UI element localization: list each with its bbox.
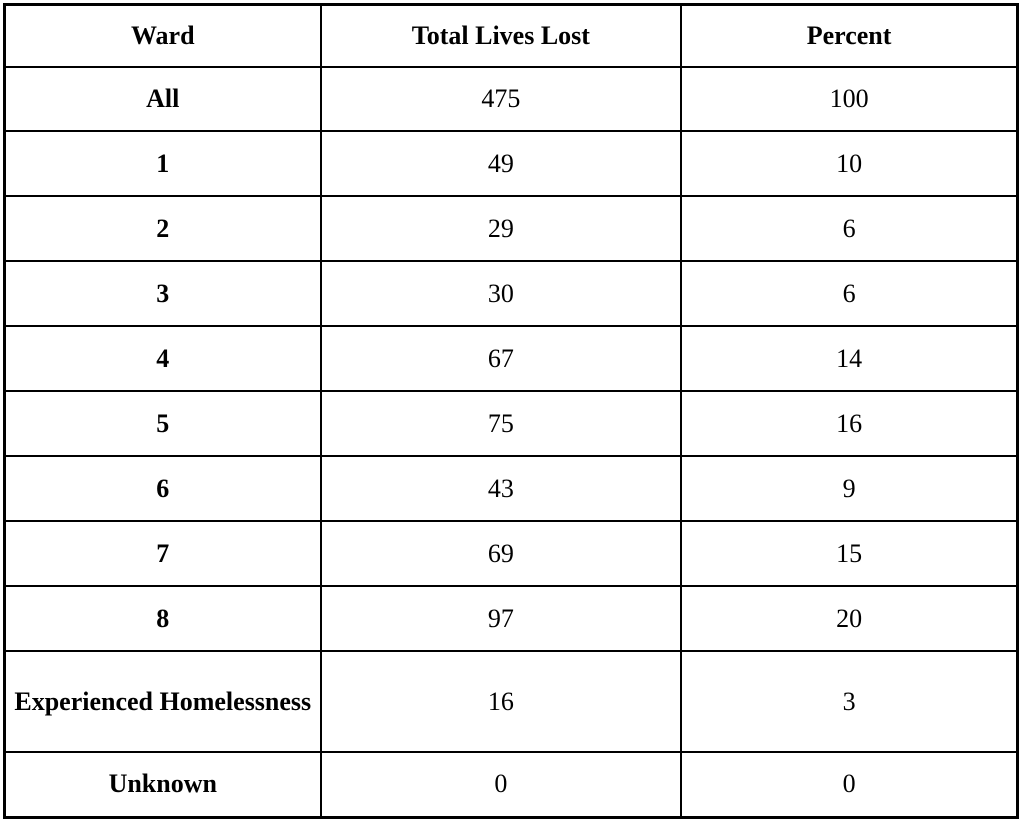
cell-percent: 9 bbox=[681, 456, 1017, 521]
table-row bbox=[5, 196, 1018, 261]
column-header-percent: Percent bbox=[681, 5, 1017, 67]
table-body bbox=[5, 67, 1018, 818]
cell-percent: 20 bbox=[681, 586, 1017, 651]
cell-ward: Experienced Homelessness bbox=[5, 651, 321, 752]
cell-ward: 2 bbox=[5, 196, 321, 261]
cell-ward: 3 bbox=[5, 261, 321, 326]
table-row bbox=[5, 391, 1018, 456]
table-row bbox=[5, 456, 1018, 521]
cell-ward: 5 bbox=[5, 391, 321, 456]
cell-percent: 14 bbox=[681, 326, 1017, 391]
cell-percent: 0 bbox=[681, 752, 1017, 817]
cell-total-lives-lost: 30 bbox=[321, 261, 682, 326]
cell-ward: 8 bbox=[5, 586, 321, 651]
cell-total-lives-lost: 475 bbox=[321, 67, 682, 132]
cell-percent: 100 bbox=[681, 67, 1017, 132]
cell-ward: 1 bbox=[5, 131, 321, 196]
cell-total-lives-lost: 67 bbox=[321, 326, 682, 391]
cell-ward: Unknown bbox=[5, 752, 321, 817]
table-row bbox=[5, 131, 1018, 196]
cell-total-lives-lost: 43 bbox=[321, 456, 682, 521]
cell-percent: 6 bbox=[681, 261, 1017, 326]
lives-lost-by-ward-table bbox=[3, 3, 1019, 819]
cell-ward: 7 bbox=[5, 521, 321, 586]
table-row bbox=[5, 67, 1018, 132]
table-header bbox=[5, 5, 1018, 67]
cell-ward: 4 bbox=[5, 326, 321, 391]
cell-total-lives-lost: 97 bbox=[321, 586, 682, 651]
column-header-ward: Ward bbox=[5, 5, 321, 67]
table-row bbox=[5, 651, 1018, 752]
cell-total-lives-lost: 16 bbox=[321, 651, 682, 752]
cell-total-lives-lost: 75 bbox=[321, 391, 682, 456]
cell-percent: 6 bbox=[681, 196, 1017, 261]
cell-percent: 3 bbox=[681, 651, 1017, 752]
cell-ward: 6 bbox=[5, 456, 321, 521]
cell-percent: 15 bbox=[681, 521, 1017, 586]
header-row bbox=[5, 5, 1018, 67]
cell-ward: All bbox=[5, 67, 321, 132]
cell-total-lives-lost: 0 bbox=[321, 752, 682, 817]
cell-percent: 16 bbox=[681, 391, 1017, 456]
table-row bbox=[5, 752, 1018, 817]
table-row bbox=[5, 586, 1018, 651]
cell-total-lives-lost: 29 bbox=[321, 196, 682, 261]
cell-total-lives-lost: 49 bbox=[321, 131, 682, 196]
cell-total-lives-lost: 69 bbox=[321, 521, 682, 586]
table-row bbox=[5, 261, 1018, 326]
cell-percent: 10 bbox=[681, 131, 1017, 196]
table-row bbox=[5, 521, 1018, 586]
table-row bbox=[5, 326, 1018, 391]
column-header-total-lives-lost: Total Lives Lost bbox=[321, 5, 682, 67]
